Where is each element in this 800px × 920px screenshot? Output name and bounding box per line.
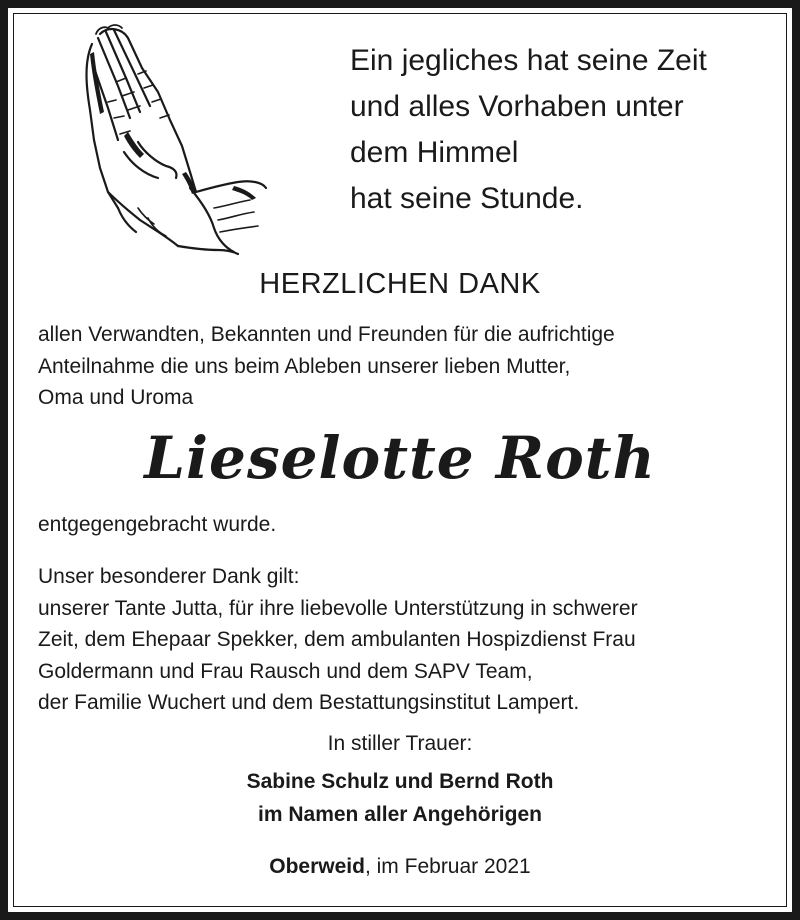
text-line: allen Verwandten, Bekannten und Freunden für die aufrichtige (38, 323, 615, 346)
bible-verse (350, 38, 707, 222)
text-line: Unser besonderer Dank gilt: (38, 565, 300, 588)
place-date (0, 855, 800, 879)
praying-hands-icon (78, 22, 273, 258)
signature-relatives: im Namen aller Angehörigen (258, 803, 542, 826)
verse-line: dem Himmel (350, 136, 519, 169)
verse-line: hat seine Stunde. (350, 182, 584, 215)
text-line: der Familie Wuchert und dem Bestattungsinstitut Lampert. (38, 691, 580, 714)
text-line: Zeit, dem Ehepaar Spekker, dem ambulanten Hospizdienst Frau (38, 628, 636, 651)
special-thanks-paragraph (38, 561, 638, 719)
mourning-label: In stiller Trauer: (327, 732, 473, 755)
deceased-name: Lieselotte Roth (144, 424, 656, 492)
text-line: Goldermann und Frau Rausch und dem SAPV Team, (38, 659, 533, 683)
text-line: unserer Tante Jutta, für ihre liebevolle Unterstützung in schwerer (38, 596, 638, 620)
intro-paragraph (38, 319, 615, 414)
after-name-text: entgegengebracht wurde. (38, 513, 277, 536)
place-date-text: , im Februar 2021 (364, 855, 531, 878)
text-line: Anteilnahme die uns beim Ableben unserer lieben Mutter, (38, 354, 571, 378)
verse-line: und alles Vorhaben unter (350, 90, 684, 123)
place-town: Oberweid (269, 855, 365, 878)
thanks-heading: HERZLICHEN DANK (259, 268, 541, 300)
verse-line: Ein jegliches hat seine Zeit (350, 44, 707, 77)
text-line: Oma und Uroma (38, 386, 194, 409)
signature-names: Sabine Schulz und Bernd Roth (246, 770, 554, 793)
